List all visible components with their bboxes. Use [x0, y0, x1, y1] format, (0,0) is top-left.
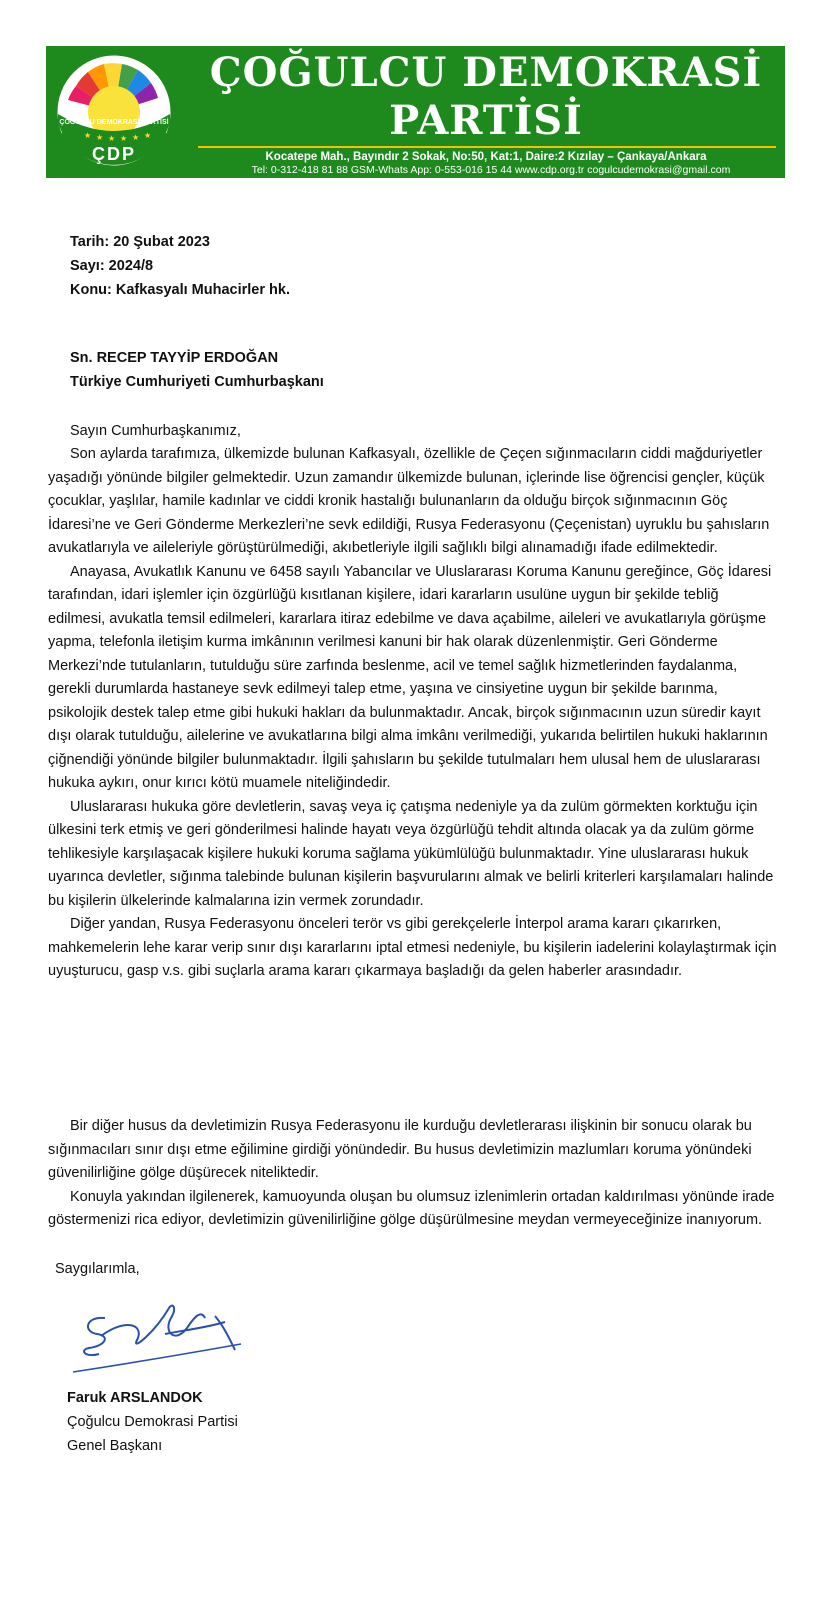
- letter-date: Tarih: 20 Şubat 2023: [70, 234, 210, 250]
- letterhead-divider: [198, 146, 776, 148]
- svg-text:★: ★: [96, 133, 104, 142]
- recipient-block: [70, 346, 324, 394]
- recipient-name: Sn. RECEP TAYYİP ERDOĞAN: [70, 350, 279, 366]
- svg-text:★: ★: [132, 133, 140, 142]
- signer-party: Çoğulcu Demokrasi Partisi: [67, 1414, 238, 1430]
- handwritten-signature: [65, 1288, 245, 1384]
- party-logo: [54, 52, 174, 172]
- letter-subject: Konu: Kafkasyalı Muhacirler hk.: [70, 282, 290, 298]
- party-contact-info: Tel: 0-312-418 81 88 GSM-Whats App: 0-553-016 15 44 www.cdp.org.tr cogulcudemokrasi@gmail.com: [251, 164, 731, 176]
- party-address: Kocatepe Mah., Bayındır 2 Sokak, No:50, Kat:1, Daire:2 Kızılay – Çankaya/Ankara: [265, 151, 707, 163]
- svg-text:★: ★: [144, 131, 152, 140]
- logo-ring-text: ÇOĞULCU DEMOKRASİ PARTİSİ: [59, 119, 169, 126]
- signer-role: Genel Başkanı: [67, 1438, 163, 1454]
- party-name-line2: PARTİSİ: [389, 97, 583, 144]
- letterhead-banner: [46, 46, 785, 178]
- signer-name: Faruk ARSLANDOK: [67, 1390, 203, 1406]
- body-paragraph: Son aylarda tarafımıza, ülkemizde bulunan Kafkasyalı, özellikle de Çeçen sığınmacıların ciddi mağduriyetler yaşadığı yönünde bilgiler gelmektedir. Uzun zamandır ülkemizde bulunan, içlerinde lise öğrencisi gençler, küçük çocuklar, yaşlılar, hamile kadınlar ve ciddi kronik hastalığı bulunanların da olduğu birçok sığınmacının Göç İdaresi’ne ve Geri Gönderme Merkezleri’ne sevk edildiği, Rusya Federasyonu (Çeçenistan) uyruklu bu şahısların avukatlarıyla ve aileleriyle görüştürülmediği, akıbetleriyle ilgili sağlıklı bilgi alınamadığı ifade edilmektedir.: [48, 446, 770, 556]
- signer-block: [67, 1386, 238, 1458]
- letter-number: Sayı: 2024/8: [70, 258, 154, 274]
- svg-text:★: ★: [84, 131, 92, 140]
- salutation: Sayın Cumhurbaşkanımız,: [70, 423, 241, 439]
- body-paragraph: Uluslararası hukuka göre devletlerin, savaş veya iç çatışma nedeniyle ya da zulüm görmekten korktuğu için ülkesini terk etmiş ve geri gönderilmesi halinde hayatı veya özgürlüğü tehdit altında olacak ya da zulüm görme tehlikesiyle karşılaşacak kişilere hukuki koruma sağlama yükümlülüğü bulunmaktadır. Yine uluslararası hukuk uyarınca devletler, sığınma talebinde bulunan kişilerin başvurularını almak ve belirli kriterleri karşılamaları halinde bu kişilerin ülkelerinde kalmalarına izin vermek zorundadır.: [48, 798, 774, 909]
- body-paragraph: Diğer yandan, Rusya Federasyonu önceleri terör vs gibi gerekçelerle İnterpol arama kararı çıkarırken, mahkemelerin lehe karar verip sınır dışı kararlarını iptal etmesi nedeniyle, bu kişilerin iadelerini kolaylaştırmak için uyuşturucu, gasp v.s. gibi suçlarla arama kararı çıkarmaya başladığı da gelen haberler arasındadır.: [48, 916, 777, 979]
- body-paragraph: Konuyla yakından ilgilenerek, kamuoyunda oluşan bu olumsuz izlenimlerin ortadan kaldırılması yönünde irade göstermenizi rica ediyor, devletimizin güvenilirliğine gölge düşürülmesine meydan vermeyeceğinize inanıyorum.: [48, 1188, 775, 1228]
- body-paragraph: Bir diğer husus da devletimizin Rusya Federasyonu ile kurduğu devletlerarası ilişkinin bir sonucu olarak bu sığınmacıları sınır dışı etme eğilimine girdiği yönündedir. Bu husus devletimizin mazlumları koruma yönündeki güvenilirliğine gölge düşürecek niteliktedir.: [48, 1118, 752, 1181]
- letter-body-part2: [48, 1115, 778, 1233]
- svg-text:★: ★: [108, 134, 116, 143]
- recipient-title: Türkiye Cumhuriyeti Cumhurbaşkanı: [70, 374, 324, 390]
- party-name-line1: ÇOĞULCU DEMOKRASİ: [209, 49, 763, 96]
- letter-body-part1: [48, 443, 778, 984]
- logo-abbreviation: ÇDP: [91, 144, 137, 164]
- closing-phrase: Saygılarımla,: [55, 1261, 140, 1277]
- body-paragraph: Anayasa, Avukatlık Kanunu ve 6458 sayılı Yabancılar ve Uluslararası Koruma Kanunu gereğince, Göç İdaresi tarafından, idari işlemler için özgürlüğü kısıtlanan kişilere, idari kararların usulüne uygun bir şekilde tebliğ edilmesi, avukatla temsil edilmeleri, kararlara itiraz edebilme ve dava açabilme, aileleri ve avukatlarıyla görüşme yapma, telefonla iletişim kurma imkânının verilmesi kanuni bir hak olarak düzenlenmiştir. Geri Gönderme Merkezi’nde tutulanların, tutulduğu süre zarfında beslenme, acil ve temel sağlık hizmetlerinden faydalanma, gerekli durumlarda hastaneye sevk edilmeyi talep etme, yaşına ve cinsiyetine uygun bir şekilde barınma, psikolojik destek talep etme gibi hukuki hakları da bulunmaktadır. Ancak, birçok sığınmacının uzun süredir kayıt dışı olarak tutulduğu, ailelerine ve avukatlarına bilgi alma imkânı verilmediği, yukarıda belirtilen hukuki haklarının çiğnendiği yönünde bilgiler bulunmaktadır. İlgili şahısların bu şekilde tutulmaları hem ulusal hem de uluslararası hukuka aykırı, onur kırıcı kötü muamele niteliğindedir.: [48, 563, 772, 791]
- svg-text:★: ★: [120, 134, 128, 143]
- letter-meta: [70, 230, 290, 302]
